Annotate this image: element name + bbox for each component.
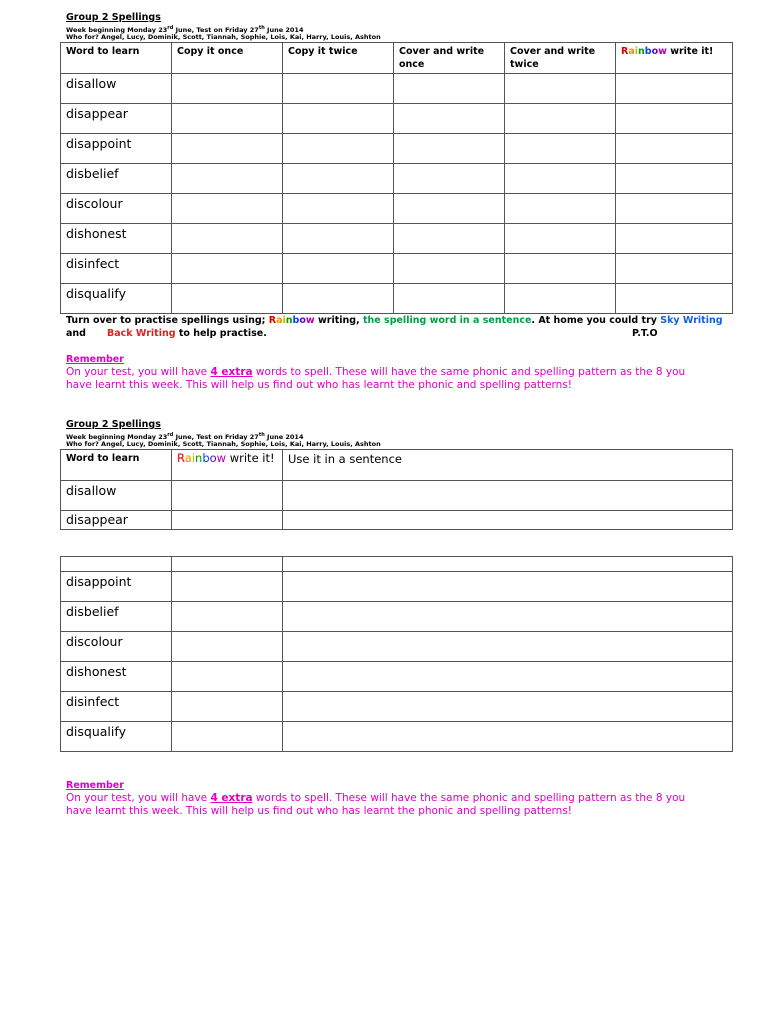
cover-twice-cell[interactable] — [505, 164, 616, 194]
table-row — [61, 511, 733, 530]
cover-once-cell[interactable] — [394, 134, 505, 164]
sentence-cell[interactable] — [283, 481, 733, 511]
rainbow-letter: b — [202, 451, 210, 465]
table-row — [61, 602, 733, 632]
rainbow-letter: n — [638, 46, 645, 57]
cover-twice-cell[interactable] — [505, 224, 616, 254]
practise-tip: Turn over to practise spellings using; Rainbow writing, the spelling word in a sentence. At home you could try Sky Writing and — [66, 315, 723, 339]
copy-twice-cell[interactable] — [283, 134, 394, 164]
cover-once-cell[interactable] — [394, 164, 505, 194]
table-row — [61, 134, 733, 164]
cover-once-cell[interactable] — [394, 74, 505, 104]
rainbow-letter: i — [282, 315, 286, 326]
table-row — [61, 557, 733, 572]
copy-twice-cell[interactable] — [283, 74, 394, 104]
cover-once-cell[interactable] — [394, 224, 505, 254]
copy-once-cell[interactable] — [172, 194, 283, 224]
header-cover-write-twice: Cover and write twice — [510, 46, 596, 70]
copy-once-cell[interactable] — [172, 284, 283, 314]
sheet1-spelling-table — [60, 42, 733, 314]
rainbow-cell[interactable] — [172, 572, 283, 602]
table-row — [61, 692, 733, 722]
rainbow-cell[interactable] — [172, 692, 283, 722]
rainbow-letter: w — [658, 46, 667, 57]
sheet2-header-row — [61, 450, 733, 481]
cover-twice-cell[interactable] — [505, 134, 616, 164]
table-row — [61, 722, 733, 752]
rainbow-letter: w — [305, 315, 315, 326]
rainbow-cell[interactable] — [616, 194, 733, 224]
cover-twice-cell[interactable] — [505, 194, 616, 224]
sentence-cell[interactable] — [283, 602, 733, 632]
copy-once-cell[interactable] — [172, 104, 283, 134]
cover-once-cell[interactable] — [394, 104, 505, 134]
word-cell: disbelief — [66, 166, 119, 181]
cover-once-cell[interactable] — [394, 194, 505, 224]
rainbow-letter: b — [292, 315, 300, 326]
rainbow-cell[interactable] — [172, 632, 283, 662]
rainbow-letter: i — [191, 451, 196, 465]
rainbow-letter: R — [268, 315, 277, 326]
copy-twice-cell[interactable] — [283, 224, 394, 254]
rainbow-letter: o — [209, 451, 217, 465]
header-cover-write-once: Cover and write once — [399, 46, 485, 70]
rainbow-letter: R — [177, 451, 185, 465]
rainbow-cell[interactable] — [172, 481, 283, 511]
sentence-cell[interactable] — [283, 632, 733, 662]
sheet2-week-info: Week beginning Monday 23rd June, Test on Friday 27th June 2014 — [66, 432, 304, 442]
table-row — [61, 194, 733, 224]
copy-twice-cell[interactable] — [283, 254, 394, 284]
word-cell: disappoint — [66, 574, 132, 589]
rainbow-letter: a — [276, 315, 283, 326]
word-cell: disqualify — [66, 286, 126, 301]
word-cell: disappear — [66, 512, 128, 527]
word-cell: disappoint — [66, 136, 132, 151]
copy-once-cell[interactable] — [172, 254, 283, 284]
copy-once-cell[interactable] — [172, 164, 283, 194]
header-word-to-learn: Word to learn — [66, 46, 140, 57]
header-copy-twice: Copy it twice — [288, 46, 358, 57]
table-row — [61, 662, 733, 692]
sheet2-sentence-table-bottom — [60, 556, 733, 752]
sheet1-header-row — [61, 43, 733, 74]
table-row — [61, 481, 733, 511]
sheet1-remember-text: On your test, you will have 4 extra words to spell. These will have the same phonic and spelling pattern as the 8 you have learnt this week. This will help us find out who has learnt the phonic and spelling patterns! — [66, 366, 686, 391]
rainbow-cell[interactable] — [172, 662, 283, 692]
rainbow-word — [269, 315, 315, 326]
practise-tip-line2: Back Writing to help practise. — [107, 328, 267, 339]
sentence-cell[interactable] — [283, 692, 733, 722]
word-cell: dishonest — [66, 664, 127, 679]
sentence-cell[interactable] — [283, 662, 733, 692]
rainbow-letter: n — [285, 315, 293, 326]
rainbow-letter: R — [621, 46, 629, 57]
table-row — [61, 74, 733, 104]
rainbow-letter: o — [651, 46, 659, 57]
sheet1-week-info: Week beginning Monday 23rd June, Test on Friday 27th June 2014 — [66, 25, 304, 35]
word-cell: disappear — [66, 106, 128, 121]
word-cell: disqualify — [66, 724, 126, 739]
rainbow-letter: a — [184, 451, 192, 465]
header-rainbow-write: Rainbow write it! — [177, 451, 275, 465]
sheet1-remember-heading: Remember — [66, 354, 124, 365]
sheet1-who-for: Who for? Angel, Lucy, Dominik, Scott, Tiannah, Sophie, Lois, Kai, Harry, Louis, Ashton — [66, 33, 381, 41]
table-row — [61, 572, 733, 602]
sheet2-title: Group 2 Spellings — [66, 419, 161, 430]
rainbow-letter: a — [628, 46, 635, 57]
rainbow-cell[interactable] — [616, 74, 733, 104]
rainbow-letter: n — [195, 451, 203, 465]
sentence-cell[interactable] — [283, 511, 733, 530]
rainbow-word — [621, 46, 667, 57]
rainbow-cell[interactable] — [172, 602, 283, 632]
table-row — [61, 104, 733, 134]
rainbow-cell[interactable] — [616, 254, 733, 284]
copy-once-cell[interactable] — [172, 74, 283, 104]
rainbow-letter: b — [644, 46, 652, 57]
cover-once-cell[interactable] — [394, 254, 505, 284]
header-use-in-sentence: Use it in a sentence — [288, 452, 402, 466]
rainbow-letter: o — [299, 315, 306, 326]
rainbow-cell[interactable] — [616, 224, 733, 254]
sheet2-sentence-table-top — [60, 449, 733, 530]
word-cell: disallow — [66, 76, 117, 91]
cover-once-cell[interactable] — [394, 284, 505, 314]
header-word-to-learn: Word to learn — [66, 453, 140, 464]
sentence-cell[interactable] — [283, 722, 733, 752]
rainbow-cell[interactable] — [172, 511, 283, 530]
cover-twice-cell[interactable] — [505, 74, 616, 104]
rainbow-letter: w — [216, 451, 227, 465]
table-row — [61, 254, 733, 284]
sheet1-title: Group 2 Spellings — [66, 12, 161, 23]
rainbow-cell[interactable] — [616, 134, 733, 164]
cover-twice-cell[interactable] — [505, 104, 616, 134]
word-cell: discolour — [66, 196, 123, 211]
rainbow-cell[interactable] — [616, 284, 733, 314]
sheet2-remember-text: On your test, you will have 4 extra words to spell. These will have the same phonic and spelling pattern as the 8 you have learnt this week. This will help us find out who has learnt the phonic and spelling patterns! — [66, 792, 686, 817]
header-copy-once: Copy it once — [177, 46, 244, 57]
table-row — [61, 632, 733, 662]
word-cell: disinfect — [66, 694, 120, 709]
word-cell: dishonest — [66, 226, 127, 241]
rainbow-word — [177, 451, 226, 465]
copy-once-cell[interactable] — [172, 134, 283, 164]
copy-twice-cell[interactable] — [283, 194, 394, 224]
sentence-cell[interactable] — [283, 572, 733, 602]
word-cell: discolour — [66, 634, 123, 649]
table-row — [61, 284, 733, 314]
rainbow-cell[interactable] — [172, 722, 283, 752]
cover-twice-cell[interactable] — [505, 284, 616, 314]
copy-twice-cell[interactable] — [283, 164, 394, 194]
copy-twice-cell[interactable] — [283, 284, 394, 314]
table-row — [61, 164, 733, 194]
table-row — [61, 224, 733, 254]
cover-twice-cell[interactable] — [505, 254, 616, 284]
pto-label: P.T.O — [632, 328, 658, 339]
word-cell: disallow — [66, 483, 117, 498]
word-cell: disbelief — [66, 604, 119, 619]
rainbow-cell[interactable] — [616, 164, 733, 194]
rainbow-cell[interactable] — [616, 104, 733, 134]
word-cell: disinfect — [66, 256, 120, 271]
copy-twice-cell[interactable] — [283, 104, 394, 134]
header-rainbow-write: Rainbow write it! — [621, 46, 714, 57]
rainbow-letter: i — [634, 46, 639, 57]
copy-once-cell[interactable] — [172, 224, 283, 254]
sheet2-remember-heading: Remember — [66, 780, 124, 791]
sheet2-who-for: Who for? Angel, Lucy, Dominik, Scott, Tiannah, Sophie, Lois, Kai, Harry, Louis, Ashton — [66, 440, 381, 448]
